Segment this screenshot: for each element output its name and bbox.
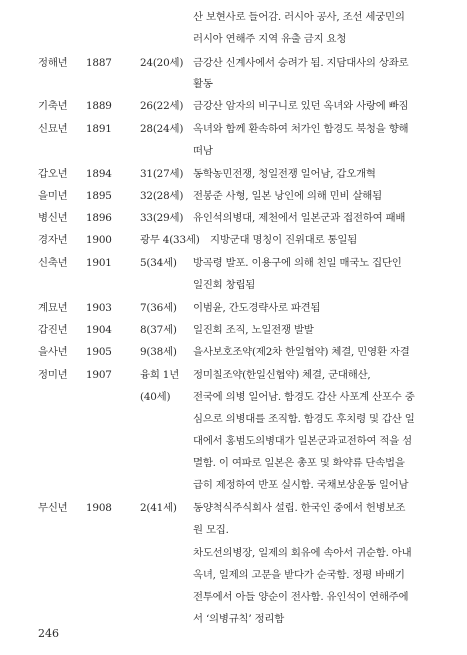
year-name: 을미년 [38, 190, 68, 202]
age: 8(37세) [140, 324, 177, 336]
event-line: 멸함. 이 여파로 일본은 총포 및 화약류 단속법을 [193, 457, 405, 469]
year-name: 갑오년 [38, 168, 68, 180]
year-name: 신축년 [38, 257, 68, 269]
year-ad: 1894 [86, 168, 112, 180]
event-line: 전국에 의병 일어남. 함경도 갑산 사포계 산포수 중 [193, 391, 415, 403]
event-line: 방곡령 발포. 이용구에 의해 친일 매국노 집단인 [193, 257, 402, 269]
year-ad: 1889 [86, 100, 112, 112]
event-line: 심으로 의병대를 조직함. 함경도 후치령 및 갑산 일 [193, 413, 415, 425]
event-line: 금강산 암자의 비구니로 있던 옥녀와 사랑에 빠짐 [193, 100, 409, 112]
year-ad: 1904 [86, 324, 112, 336]
event-line: 활동 [193, 78, 213, 90]
year-name: 정미년 [38, 369, 68, 381]
year-name: 경자년 [38, 234, 68, 246]
continuation-line: 러시아 연해주 지역 유출 금지 요청 [193, 33, 347, 45]
year-ad: 1908 [86, 502, 112, 514]
year-ad: 1901 [86, 257, 112, 269]
age: 26(22세) [140, 100, 184, 112]
event-line: 정미칠조약(한일신협약) 체결, 군대해산, [193, 369, 371, 381]
year-ad: 1907 [86, 369, 112, 381]
age: 2(41세) [140, 502, 177, 514]
event-line: 금강산 신계사에서 승려가 됨. 지담대사의 상좌로 [193, 57, 409, 69]
year-ad: 1900 [86, 234, 112, 246]
year-ad: 1891 [86, 123, 112, 135]
event-line: 일진회 조직, 노일전쟁 발발 [193, 324, 314, 336]
event-line: 동양척식주식회사 설립. 한국인 중에서 헌병보조 [193, 502, 406, 514]
event-line: 서 ‘의병규칙’ 정리함 [193, 613, 285, 625]
year-ad: 1896 [86, 212, 112, 224]
age: 7(36세) [140, 302, 177, 314]
event-line: 옥녀, 일제의 고문을 받다가 순국함. 정평 바배기 [193, 569, 405, 581]
age: 9(38세) [140, 346, 177, 358]
year-name: 병신년 [38, 212, 68, 224]
event-line: 차도선의병장, 일제의 회유에 속아서 귀순함. 아내 [193, 547, 412, 559]
age: 33(29세) [140, 212, 184, 224]
age: 24(20세) [140, 57, 184, 69]
event-line: 급히 제정하여 반포 실시함. 국채보상운동 일어남 [193, 479, 409, 491]
year-name: 신묘년 [38, 123, 68, 135]
event-line: 전투에서 아들 양순이 전사함. 유인석이 연해주에 [193, 591, 409, 603]
year-name: 을사년 [38, 346, 68, 358]
continuation-line: 산 보현사로 들어감. 러시아 공사, 조선 세궁민의 [193, 11, 405, 23]
event-line: 동학농민전쟁, 청일전쟁 일어남, 갑오개혁 [193, 168, 376, 180]
age: (40세) [140, 391, 171, 403]
year-name: 갑진년 [38, 324, 68, 336]
year-ad: 1905 [86, 346, 112, 358]
year-name: 정해년 [38, 57, 68, 69]
event-line: 일진회 창립됨 [193, 279, 256, 291]
event-line: 옥녀와 함께 환속하여 처가인 함경도 북청을 향해 [193, 123, 409, 135]
year-ad: 1887 [86, 57, 112, 69]
age: 32(28세) [140, 190, 184, 202]
event-line: 대에서 홍범도의병대가 일본군과교전하여 적을 섬 [193, 435, 412, 447]
age: 광무 4(33세) [140, 234, 200, 246]
event-line: 원 모집. [193, 524, 229, 536]
event-line: 전봉준 사형, 일본 낭인에 의해 민비 살해됨 [193, 190, 382, 202]
year-name: 계묘년 [38, 302, 68, 314]
year-ad: 1895 [86, 190, 112, 202]
year-ad: 1903 [86, 302, 112, 314]
event-line: 떠남 [193, 145, 213, 157]
year-name: 무신년 [38, 502, 68, 514]
event-line: 이범윤, 간도경략사로 파견됨 [193, 302, 321, 314]
page-number: 246 [38, 627, 59, 640]
age: 31(27세) [140, 168, 184, 180]
event-line: 지방군대 명칭이 진위대로 통일됨 [210, 234, 358, 246]
event-line: 을사보호조약(제2차 한일협약) 체결, 민영환 자결 [193, 346, 410, 358]
age: 5(34세) [140, 257, 177, 269]
event-line: 유인석의병대, 제천에서 일본군과 접전하여 패배 [193, 212, 406, 224]
year-name: 기축년 [38, 100, 68, 112]
age: 융희 1년 [140, 369, 180, 381]
age: 28(24세) [140, 123, 184, 135]
